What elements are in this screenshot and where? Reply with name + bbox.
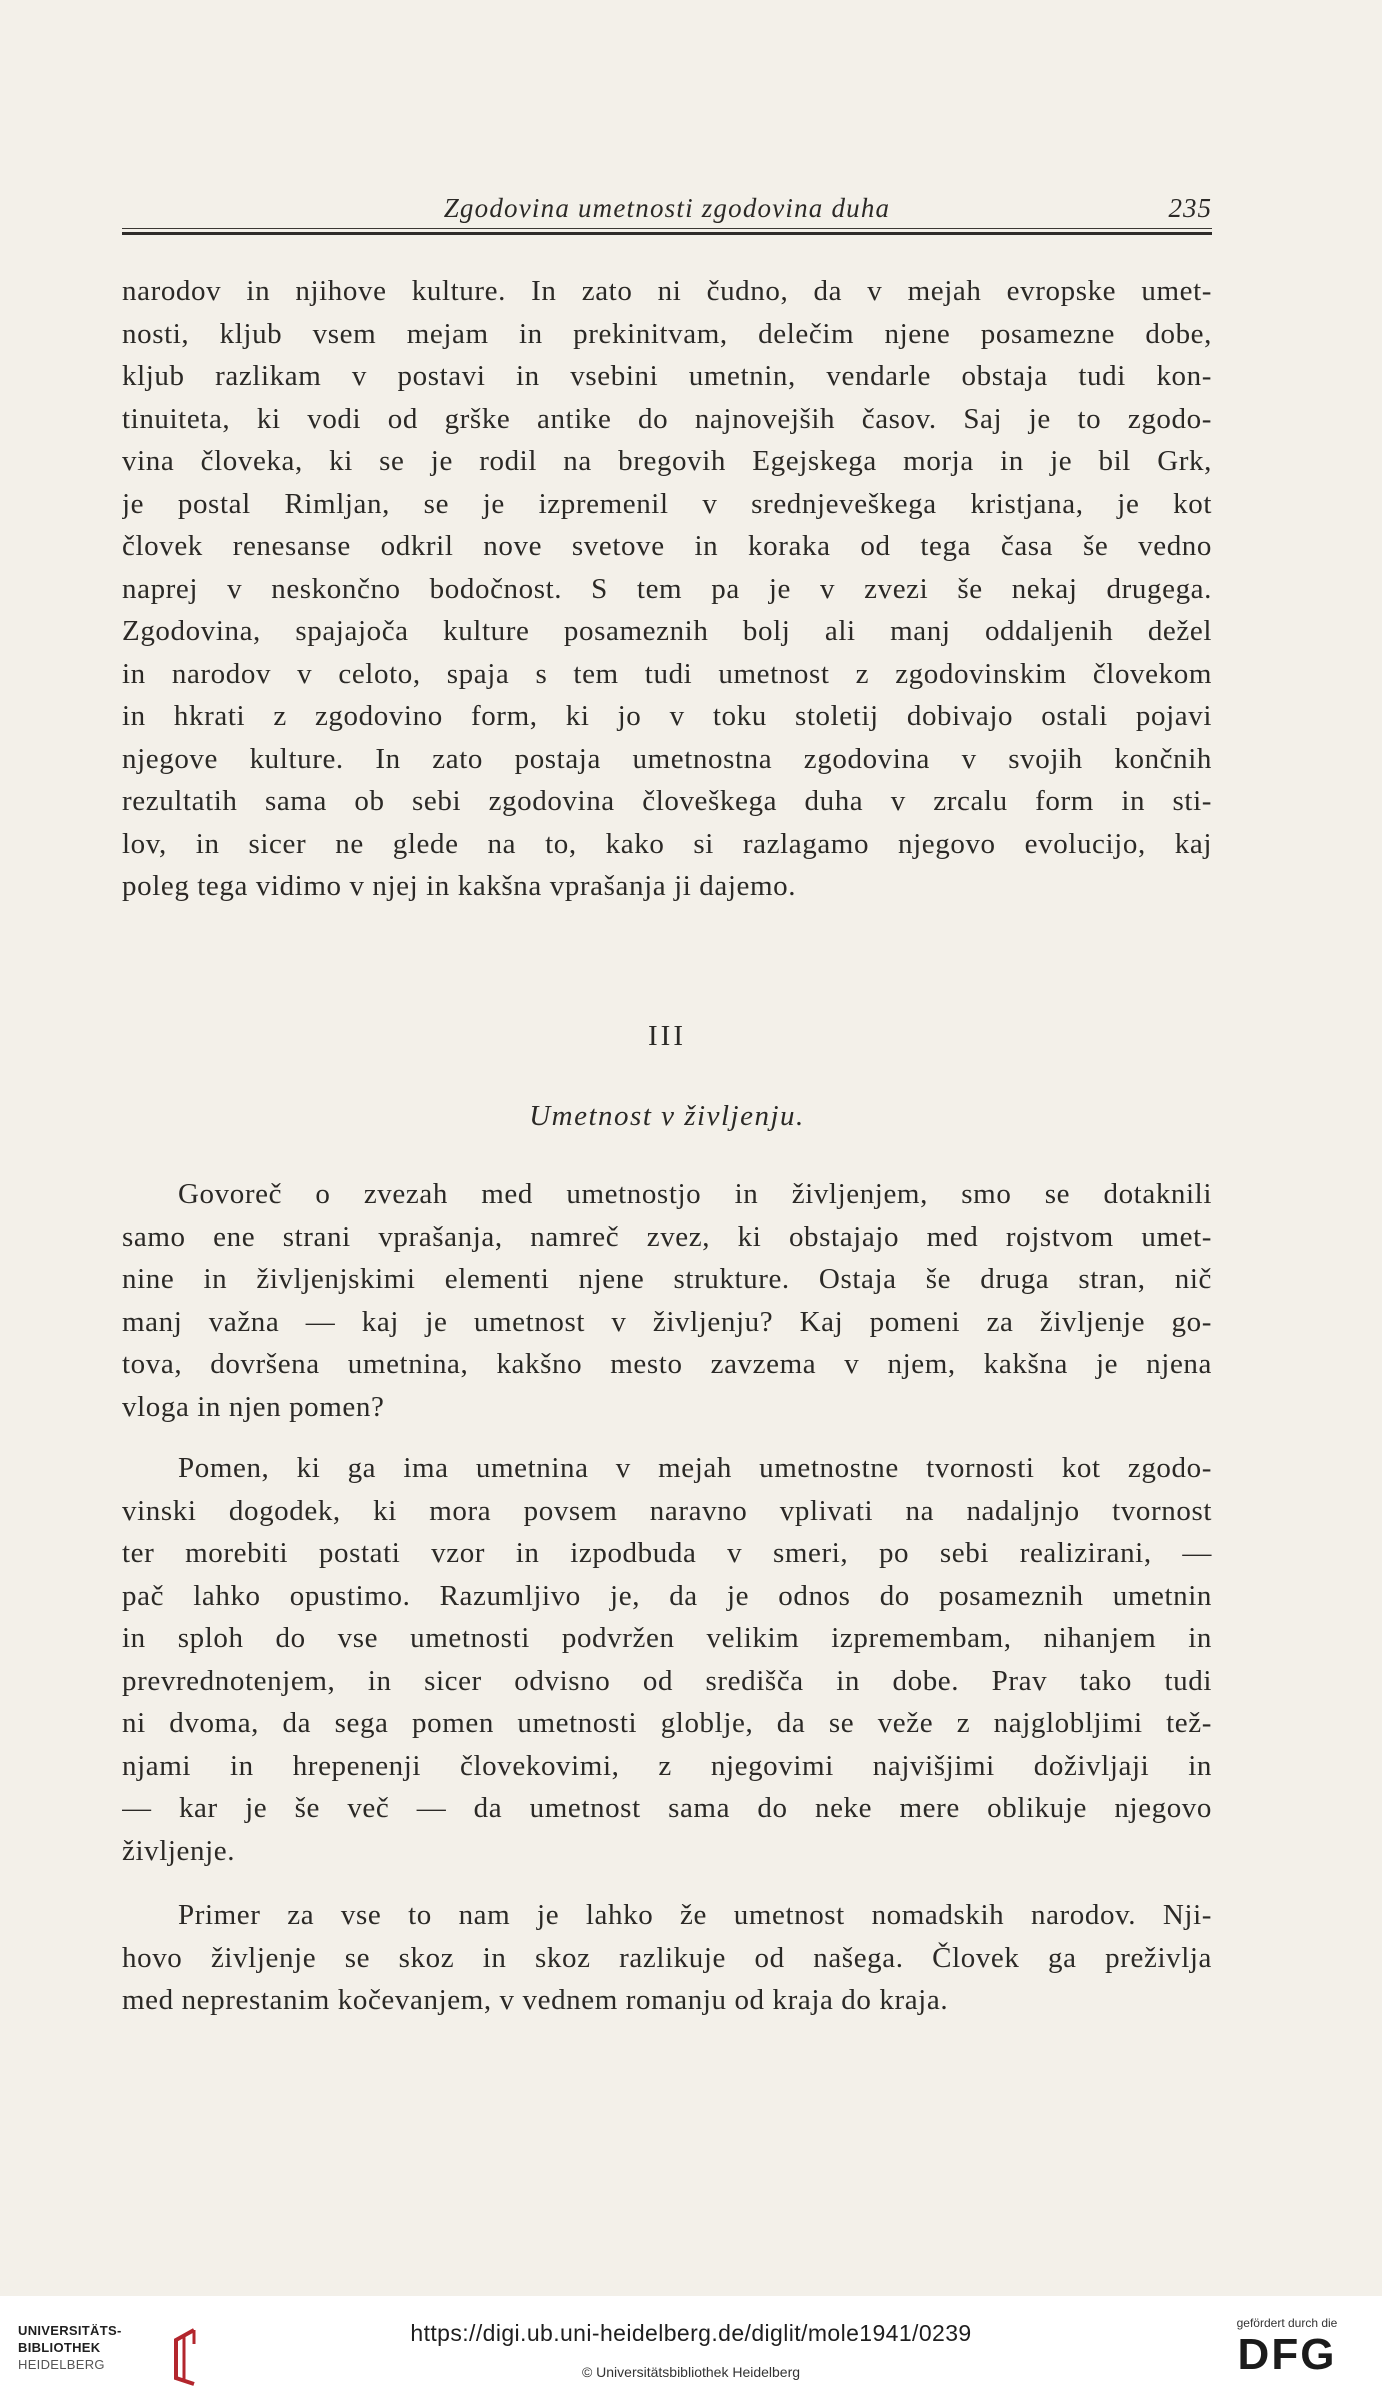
text-line: — kar je še več — da umetnost sama do neke mere oblikuje njegovo <box>122 1792 1212 1824</box>
text-line: nosti, kljub vsem mejam in prekinitvam, delečim njene posamezne dobe, <box>122 317 1212 350</box>
paragraph-3 <box>122 1447 1212 1872</box>
text-line: hovo življenje se skoz in skoz razlikuje od našega. Človek ga preživlja <box>122 1941 1212 1974</box>
text-line: Pomen, ki ga ima umetnina v mejah umetnostne tvornosti kot zgodo- <box>178 1452 1212 1484</box>
text-line: pač lahko opustimo. Razumljivo je, da je odnos do posameznih umetnin <box>122 1579 1212 1612</box>
text-line: Zgodovina, spajajoča kulture posameznih bolj ali manj oddaljenih dežel <box>122 615 1212 647</box>
text-line: vina človeka, ki se je rodil na bregovih Egejskega morja in je bil Grk, <box>122 445 1212 477</box>
text-line: življenje. <box>122 1834 236 1867</box>
text-line: človek renesanse odkril nove svetove in koraka od tega časa še vedno <box>122 530 1212 562</box>
section-numeral: III <box>648 1020 686 1052</box>
footer-bar <box>0 2296 1382 2401</box>
text-line: samo ene strani vprašanja, namreč zvez, ki obstajajo med rojstvom umet- <box>122 1220 1212 1253</box>
text-line: njami in hrepenenji človekovimi, z njegovimi najvišjimi doživljaji in <box>122 1749 1212 1782</box>
text-line: je postal Rimljan, se je izpremenil v srednjeveškega kristjana, je kot <box>122 487 1212 520</box>
source-url[interactable] <box>0 2320 1382 2347</box>
header-rule-thick <box>122 232 1212 235</box>
text-line: kljub razlikam v postavi in vsebini umetnin, vendarle obstaja tudi kon- <box>122 360 1212 392</box>
library-name-line-3: HEIDELBERG <box>18 2357 105 2372</box>
text-line: njegove kulture. In zato postaja umetnostna zgodovina v svojih končnih <box>122 742 1212 775</box>
text-line: tova, dovršena umetnina, kakšno mesto zavzema v njem, kakšna je njena <box>122 1348 1212 1380</box>
paragraph-1 <box>122 270 1212 908</box>
source-url-link[interactable]: https://digi.ub.uni-heidelberg.de/diglit/mole1941/0239 <box>410 2320 972 2346</box>
section-title: Umetnost v življenju. <box>529 1100 805 1132</box>
text-line: Primer za vse to nam je lahko že umetnost nomadskih narodov. Nji- <box>178 1899 1212 1931</box>
text-line: in hkrati z zgodovino form, ki jo v toku stoletij dobivajo ostali pojavi <box>122 700 1212 732</box>
text-line: Govoreč o zvezah med umetnostjo in življenjem, smo se dotaknili <box>178 1178 1212 1210</box>
text-line: nine in življenjskimi elementi njene strukture. Ostaja še druga stran, nič <box>122 1263 1212 1295</box>
text-line: in sploh do vse umetnosti podvržen velikim izpremembam, nihanjem in <box>122 1622 1212 1654</box>
text-line: narodov in njihove kulture. In zato ni čudno, da v mejah evropske umet- <box>122 275 1212 307</box>
paragraph-4 <box>122 1894 1212 2022</box>
running-title: Zgodovina umetnosti zgodovina duha <box>443 193 891 223</box>
text-line: prevrednotenjem, in sicer odvisno od središča in dobe. Prav tako tudi <box>122 1664 1212 1697</box>
text-line: ter morebiti postati vzor in izpodbuda v smeri, po sebi realizirani, — <box>122 1537 1212 1569</box>
text-line: med neprestanim kočevanjem, v vednem romanju od kraja do kraja. <box>122 1984 949 2016</box>
running-head <box>122 193 1212 233</box>
text-line: lov, in sicer ne glede na to, kako si razlagamo njegovo evolucijo, kaj <box>122 827 1212 860</box>
dfg-logo-icon: DFG <box>1237 2330 1337 2379</box>
page-number: 235 <box>1168 193 1212 223</box>
text-line: manj važna — kaj je umetnost v življenju? Kaj pomeni za življenje go- <box>122 1305 1212 1338</box>
text-line: ni dvoma, da sega pomen umetnosti globlje, da se veže z najglobljimi tež- <box>122 1707 1212 1739</box>
text-line: in narodov v celoto, spaja s tem tudi umetnost z zgodovinskim človekom <box>122 657 1212 690</box>
text-line: vloga in njen pomen? <box>122 1390 385 1423</box>
library-name-line-1: UNIVERSITÄTS- <box>18 2323 122 2338</box>
header-rule-thin <box>122 228 1212 229</box>
funder-logo[interactable] <box>1222 2316 1352 2386</box>
library-name-line-2: BIBLIOTHEK <box>18 2340 101 2355</box>
text-line: naprej v neskončno bodočnost. S tem pa je v zvezi še nekaj drugega. <box>122 572 1212 605</box>
text-line: vinski dogodek, ki mora povsem naravno vplivati na nadaljnjo tvornost <box>122 1494 1212 1527</box>
paragraph-2 <box>122 1173 1212 1428</box>
text-line: tinuiteta, ki vodi od grške antike do najnovejših časov. Saj je to zgodo- <box>122 402 1212 435</box>
funder-caption: gefördert durch die <box>1236 2316 1338 2330</box>
text-line: rezultatih sama ob sebi zgodovina človeškega duha v zrcalu form in sti- <box>122 785 1212 817</box>
copyright-notice: © Universitätsbibliothek Heidelberg <box>581 2364 801 2380</box>
text-line: poleg tega vidimo v njej in kakšna vprašanja ji dajemo. <box>122 870 797 902</box>
